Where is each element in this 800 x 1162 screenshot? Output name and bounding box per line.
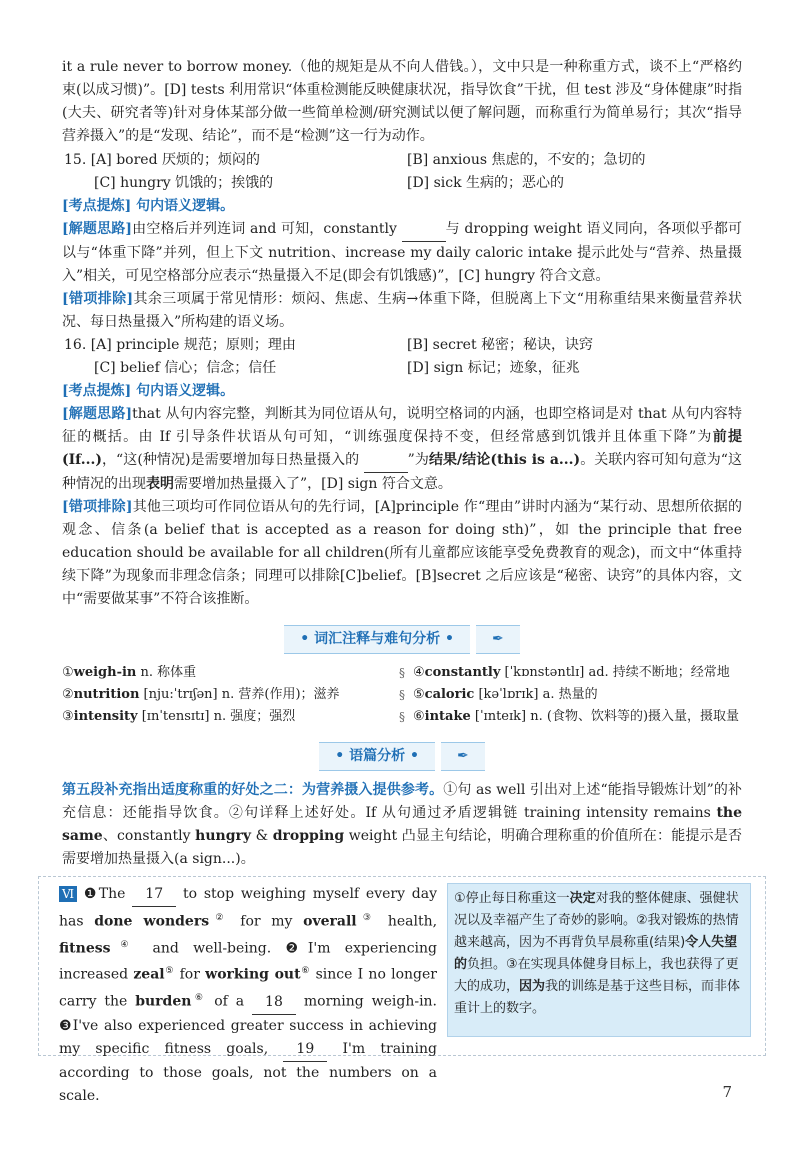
- vocab-section-title: • 词汇注释与难句分析 •: [284, 625, 470, 654]
- vocab-item: ④constantly [ˈkɒnstəntlɪ] ad. 持续不断地；经常地: [413, 665, 730, 680]
- paragraph-number: Ⅵ: [59, 886, 77, 902]
- q16-reason-text-5: 需要增加热量摄入了”，[D] sign 符合文意。: [174, 476, 452, 492]
- analysis-section-title: • 语篇分析 •: [319, 742, 435, 771]
- passage-box: [38, 876, 766, 1104]
- vocab-item: ①weigh-in n. 称体重: [62, 665, 197, 680]
- blank-17: 17: [132, 883, 176, 907]
- q16-option-b: [B] secret 秘密；秘诀，诀窍: [407, 337, 594, 353]
- q15-blank: [402, 218, 446, 242]
- spiral-binding-icon: § § §: [399, 666, 405, 724]
- q15-exclusion: [62, 288, 742, 334]
- analysis-paragraph: 第五段补充指出适度称重的好处之二：为营养摄入提供参考。①句 as well 引出对上述“能指导锻炼计划”的补充信息：还能指导饮食。②句详释上述好处。If 从句通过矛盾逻辑链 training intensity remains the same、constantly hungry & dropping weight 凸显主句结论，明确合理称重的价值所在：能提示是否需要增加热量摄入(a sign...)。: [62, 782, 742, 867]
- vocab-item: ②nutrition [nju:ˈtrɪʃən] n. 营养(作用)；滋养: [62, 687, 340, 702]
- q16-exclusion: [62, 496, 742, 611]
- vocab-section-banner: [62, 625, 742, 654]
- q15-exclude-label: [错项排除]: [62, 291, 134, 307]
- page-content: [62, 56, 742, 871]
- q15-option-c: [C] hungry 饥饿的；挨饿的: [94, 175, 274, 191]
- q16-reason-text-2: ，“这(种情况)是需要增加每日热量摄入的: [101, 452, 360, 468]
- q16-exclude-label: [错项排除]: [62, 499, 133, 515]
- q16-blank: [364, 449, 408, 473]
- blank-19: 19: [283, 1038, 327, 1062]
- q16-reason-bold-3: 表明: [146, 476, 174, 492]
- q16-option-c: [C] belief 信心；信念；信任: [94, 360, 277, 376]
- analysis-lead: 第五段补充指出适度称重的好处之二：为营养摄入提供参考。: [62, 782, 444, 798]
- q15-exclude-text: 其余三项属于常见情形：烦闷、焦虑、生病→体重下降，但脱离上下文“用称重结果来衡量营养状况、每日热量摄入”所构建的语义场。: [62, 291, 742, 330]
- q15-options: [62, 149, 742, 195]
- vocab-column-left: [62, 662, 391, 728]
- q15-reason-text-1: 由空格后并列连词 and 可知，constantly: [132, 221, 397, 237]
- vocab-item: ⑥intake [ˈɪnteɪk] n. (食物、饮料等的)摄入量，摄取量: [413, 709, 740, 724]
- q16-option-a: 16. [A] principle 规范；原则；理由: [64, 337, 296, 353]
- q15-option-b: [B] anxious 焦虑的，不安的；急切的: [407, 152, 646, 168]
- vocab-list: [62, 662, 742, 728]
- passage-translation: ①停止每日称重这一决定对我的整体健康、强健状况以及幸福产生了奇妙的影响。②我对锻炼的热情越来越高，因为不再背负早晨称重(结果)令人失望的负担。③在实现具体健身目标上，我也获得了更大的成功，因为我的训练是基于这些目标，而非体重计上的数字。: [447, 883, 751, 1037]
- feather-pen-icon: ✒: [476, 625, 520, 654]
- analysis-section-banner: [62, 742, 742, 771]
- q15-tag: [考点提炼] 句内语义逻辑。: [62, 198, 235, 214]
- intro-paragraph: it a rule never to borrow money.（他的规矩是从不向人借钱。），文中只是一种称重方式，谈不上“严格约束(以成习惯)”。[D] tests 利用常识“体重检测能反映健康状况，指导饮食”干扰，但 test 涉及“身体健康”时指(大夫、研究者等)针对身体某部分做一些简单检测/研究测试以便了解问题，而称重行为简单易行；其次“指导营养摄入”的是“发现、结论”，而不是“检测”这一行为动作。: [62, 59, 742, 144]
- page-number: 7: [722, 1083, 732, 1101]
- q16-reasoning: [62, 403, 742, 496]
- q16-exclude-text: 其他三项均可作同位语从句的先行词，[A]principle 作“理由”讲时内涵为“某行动、思想所依据的观念、信条(a belief that is accepted as a reason for doing sth)”，如 the principle that free education should be available for all children(所有儿童都应该能享受免费教育的观念)，而文中“体重持续下降”为现象而非理念信条；同理可以排除[C]belief。[B]secret 之后应该是“秘密、诀窍”的具体内容，文中“需要做某事”不符合该推断。: [62, 499, 742, 607]
- q16-reason-bold-1: 前提(If...): [62, 429, 742, 468]
- q16-reason-text-3: ”为: [407, 452, 429, 468]
- blank-18: 18: [252, 991, 296, 1015]
- q16-tag: [考点提炼] 句内语义逻辑。: [62, 383, 235, 399]
- vocab-column-right: [413, 662, 742, 728]
- q15-option-a: 15. [A] bored 厌烦的；烦闷的: [64, 152, 260, 168]
- q16-reason-label: [解题思路]: [62, 406, 133, 422]
- passage-english: Ⅵ ❶The 17 to stop weighing myself every day has done wonders② for my overall③ health, fitness④ and well-being. ❷I'm experiencing increased zeal⑤ for working out⑥ since I no longer carry the burden⑥ of a 18 morning weigh-in. ❸I've also experienced greater success in achieving my specific fitness goals, 19 I'm training according to those goals, not the numbers on a scale.: [59, 883, 437, 1108]
- q16-reason-text-4: 。关联内容可知句意为“这种情况的出现: [62, 452, 742, 492]
- q16-option-d: [D] sign 标记；迹象，征兆: [407, 360, 580, 376]
- feather-pen-icon: ✒: [441, 742, 485, 771]
- q15-reason-text-2: 与 dropping weight 语义同向，各项似乎都可以与“体重下降”并列，但上下文 nutrition、increase my daily caloric intake 提示此处与“营养、热量摄入”相关，可见空格部分应表示“热量摄入不足(即会有饥饿感)”，[C] hungry 符合文意。: [62, 221, 743, 284]
- q15-reason-label: [解题思路]: [62, 221, 133, 237]
- q16-reason-bold-2: 结果/结论(this is a...): [428, 452, 581, 468]
- q16-reason-text-1: that 从句内容完整，判断其为同位语从句，说明空格词的内涵，也即空格词是对 that 从句内容特征的概括。由 If 引导条件状语从句可知，“训练强度保持不变，但经常感到饥饿并且体重下降”为: [62, 406, 742, 445]
- q16-options: [62, 334, 742, 380]
- vocab-item: ⑤caloric [kəˈlɒrɪk] a. 热量的: [413, 687, 598, 702]
- q15-option-d: [D] sick 生病的；恶心的: [407, 175, 565, 191]
- vocab-item: ③intensity [ɪnˈtensɪtɪ] n. 强度；强烈: [62, 709, 296, 724]
- q15-reasoning: [62, 218, 742, 288]
